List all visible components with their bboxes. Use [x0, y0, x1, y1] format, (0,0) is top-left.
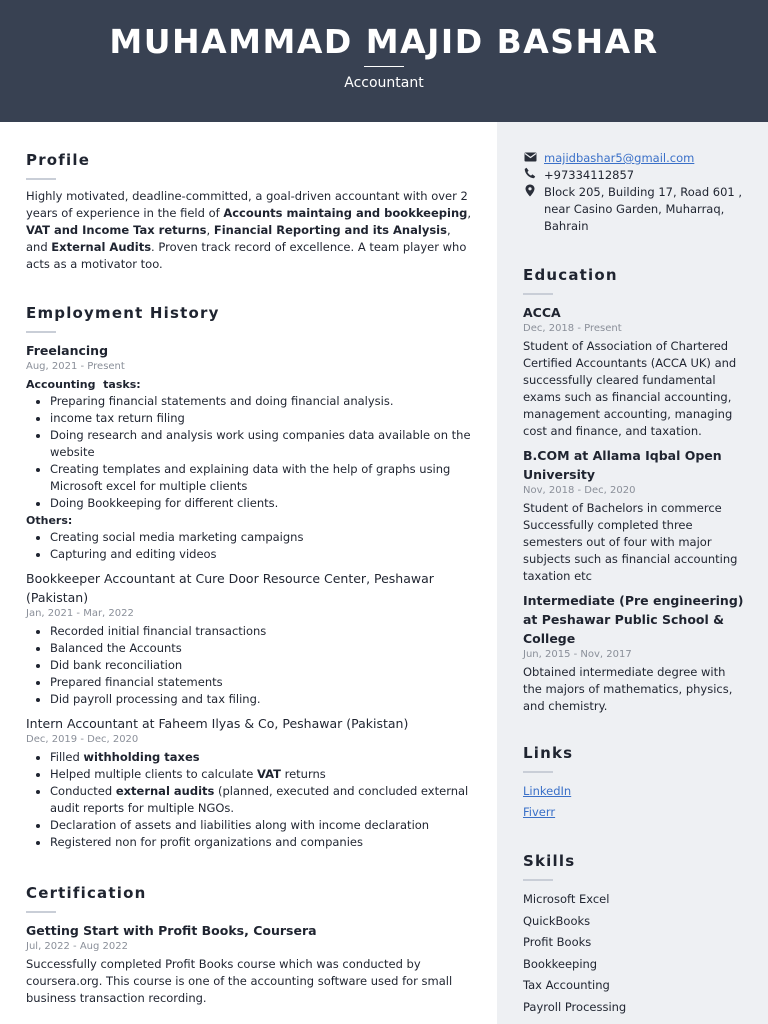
bold-text: VAT and Income Tax returns	[26, 223, 207, 237]
links-heading: Links	[523, 744, 574, 762]
task-item: • Did bank reconciliation	[50, 657, 472, 674]
skill-item: Payroll Processing	[523, 999, 627, 1014]
text-run: (planned, executed and concluded external audit reports for multiple NGOs.	[50, 784, 469, 815]
section-divider	[26, 178, 56, 180]
bold-text: Financial Reporting and its Analysis	[213, 223, 447, 237]
section-divider	[523, 879, 553, 881]
bold-text: external audits	[115, 784, 215, 798]
section-divider	[26, 911, 56, 913]
task-item: • Creating social media marketing campaigns	[50, 529, 472, 546]
contact-email-row	[523, 150, 747, 167]
text-run: ,	[467, 206, 472, 220]
phone-number: +97334112857	[544, 168, 635, 182]
task-item: • Did payroll processing and tax filing.	[50, 691, 472, 708]
education-entry	[523, 303, 747, 440]
task-list	[26, 749, 472, 851]
task-item: • Doing research and analysis work using companies data available on the website	[50, 427, 472, 461]
profile-heading: Profile	[26, 151, 91, 169]
email-link[interactable]: majidbashar5@gmail.com	[544, 151, 695, 165]
contact-phone-row	[523, 167, 747, 184]
text-run: ,	[206, 223, 214, 237]
task-list	[26, 623, 472, 708]
task-group-label: Accounting tasks:	[26, 378, 141, 391]
task-item	[50, 834, 472, 851]
education-title: ACCA	[523, 305, 561, 320]
certification-section	[26, 881, 472, 1007]
certification-title: Getting Start with Profit Books, Coursera	[26, 923, 317, 938]
map-pin-icon	[523, 184, 537, 202]
contact-address-row	[523, 184, 747, 235]
education-entry	[523, 446, 747, 585]
section-divider	[523, 293, 553, 295]
text-run: returns	[280, 767, 326, 781]
text-run: Filled	[50, 750, 84, 764]
main-column	[26, 148, 472, 1007]
bold-text: VAT	[256, 767, 281, 781]
skill-item: Tax Accounting	[523, 978, 610, 992]
education-heading: Education	[523, 266, 618, 284]
section-divider	[26, 331, 56, 333]
job-date: Aug, 2021 - Present	[26, 361, 125, 372]
task-item: • Recorded initial financial transactions	[50, 623, 472, 640]
job-entry	[26, 714, 472, 851]
text-run: Helped multiple clients to calculate	[50, 767, 257, 781]
task-group-label: Others:	[26, 514, 73, 527]
text-run: Highly motivated, deadline-committed, a goal-driven accountant with over 2 years of experience in the field of	[26, 189, 468, 220]
education-description: Obtained intermediate degree with the majors of mathematics, physics, and chemistry.	[523, 665, 733, 713]
employment-section	[26, 301, 472, 851]
education-title: Intermediate (Pre engineering) at Peshawar Public School & College	[523, 593, 744, 646]
education-entry	[523, 591, 747, 715]
task-list	[26, 393, 472, 512]
skill-item: Profit Books	[523, 935, 592, 949]
education-section	[523, 263, 747, 715]
job-title: Freelancing	[26, 343, 109, 358]
text-run: , and	[26, 223, 451, 254]
job-title: Intern Accountant at Faheem Ilyas & Co, Peshawar (Pakistan)	[26, 716, 409, 731]
task-item	[50, 817, 472, 834]
education-title: B.COM at Allama Iqbal Open University	[523, 448, 722, 482]
address-text: Block 205, Building 17, Road 601 , near Casino Garden, Muharraq, Bahrain	[544, 185, 743, 233]
linkedin-link[interactable]: LinkedIn	[523, 784, 572, 798]
certification-heading: Certification	[26, 884, 147, 902]
profile-text	[26, 188, 472, 273]
text-run: Declaration of assets and liabilities along with income declaration	[50, 818, 430, 832]
side-column	[523, 148, 747, 1018]
task-item: • Balanced the Accounts	[50, 640, 472, 657]
task-item: • Doing Bookkeeping for different clients.	[50, 495, 472, 512]
certification-description: Successfully completed Profit Books course which was conducted by coursera.org. This course is one of the accounting software used for small business transaction recording.	[26, 957, 453, 1005]
bold-text: Accounts maintaing and bookkeeping	[223, 206, 468, 220]
education-description: Student of Association of Chartered Certified Accountants (ACCA UK) and successfully cleared fundamental exams such as financial accounting, management accounting, managing cost and finance, and taxation.	[523, 339, 737, 438]
task-item: • Creating templates and explaining data with the help of graphs using Microsoft excel for multiple clients	[50, 461, 472, 495]
task-item	[50, 749, 472, 766]
task-item: • Preparing financial statements and doing financial analysis.	[50, 393, 472, 410]
education-description: Student of Bachelors in commerce Successfully completed three semesters out of four with major subjects such as financial accounting taxation etc	[523, 501, 738, 583]
section-divider	[523, 771, 553, 773]
task-item: • income tax return filing	[50, 410, 472, 427]
skills-section	[523, 849, 747, 1018]
education-date: Jun, 2015 - Nov, 2017	[523, 649, 632, 660]
job-entry	[26, 341, 472, 563]
education-date: Dec, 2018 - Present	[523, 323, 622, 334]
text-run: . Proven track record of excellence. A team player who acts as a motivator too.	[26, 240, 467, 271]
fiverr-link[interactable]: Fiverr	[523, 805, 556, 819]
candidate-name: MUHAMMAD MAJID BASHAR	[109, 22, 659, 61]
task-item: • Prepared financial statements	[50, 674, 472, 691]
text-run: Conducted	[50, 784, 116, 798]
skills-list	[523, 889, 747, 1018]
links-section	[523, 741, 747, 823]
header-banner	[0, 0, 768, 122]
bold-text: External Audits	[51, 240, 152, 254]
bold-text: withholding taxes	[83, 750, 200, 764]
education-list	[523, 303, 747, 715]
phone-icon	[523, 167, 537, 184]
skill-item: Microsoft Excel	[523, 892, 610, 906]
job-entry	[26, 569, 472, 708]
job-date: Jan, 2021 - Mar, 2022	[26, 608, 134, 619]
profile-section	[26, 148, 472, 273]
text-run: Registered non for profit organizations and companies	[50, 835, 363, 849]
header-divider	[364, 66, 404, 67]
job-date: Dec, 2019 - Dec, 2020	[26, 734, 139, 745]
certification-date: Jul, 2022 - Aug 2022	[26, 941, 128, 952]
contact-block	[523, 150, 747, 235]
employment-heading: Employment History	[26, 304, 220, 322]
skill-item: QuickBooks	[523, 913, 591, 928]
education-date: Nov, 2018 - Dec, 2020	[523, 485, 636, 496]
skill-item: Bookkeeping	[523, 956, 598, 971]
skills-heading: Skills	[523, 852, 576, 870]
envelope-icon	[523, 150, 537, 167]
task-list	[26, 529, 472, 563]
job-title: Bookkeeper Accountant at Cure Door Resource Center, Peshawar (Pakistan)	[26, 571, 434, 605]
task-item	[50, 766, 472, 783]
task-item	[50, 783, 472, 817]
task-item: • Capturing and editing videos	[50, 546, 472, 563]
job-title: Accountant	[344, 75, 424, 91]
